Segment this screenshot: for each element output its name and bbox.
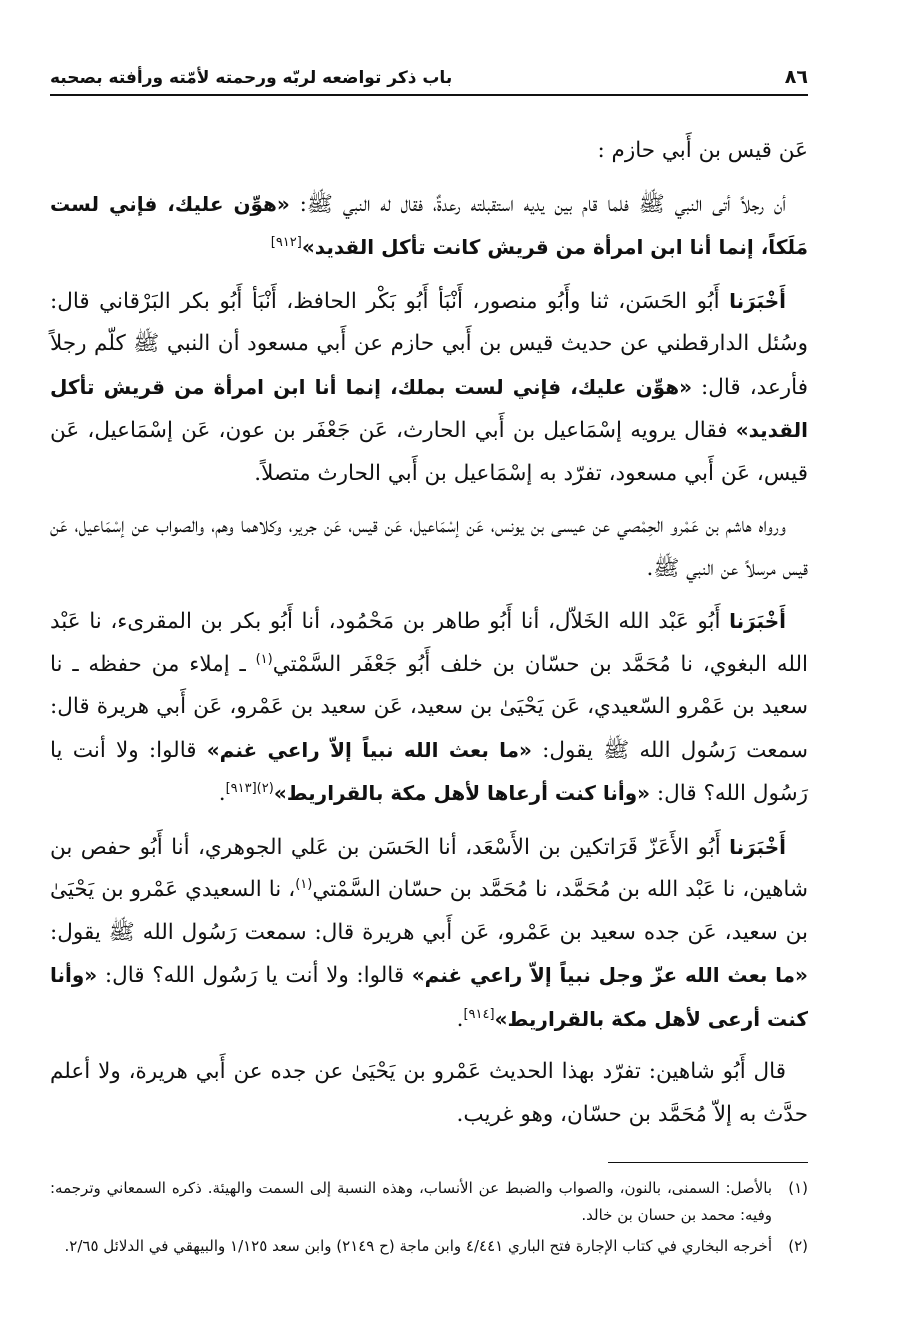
hadith-number: [٩١٢] — [270, 234, 302, 250]
akhbarana-keyword: أَخْبَرَنا — [729, 288, 786, 313]
narration-text: قالوا: ولا أنت يا رَسُول الله؟ قال: — [97, 963, 412, 988]
footnote-separator — [608, 1162, 808, 1163]
isnad-text-cont: ـ إملاء من حفظه ـ نا سعيد بن عَمْرو السّعيدي، عَن يَحْيَىٰ بن سعيد، عَن سعيد بن عَمْرو، عَن أَبي هريرة قال: سمعت رَسُول الله ﷺ يقول: — [50, 651, 809, 763]
footnote-number: (١) — [788, 1179, 808, 1197]
isnad-text: أَبُو الحَسَن، ثنا وأَبُو منصور، أَنْبَأ أَبُو بَكْر الحافظ، أَنْبَأ أَبُو بكر البَرْقاني قال: وسُئل الدارقطني عن حديث قيس بن أَبي حازم عن أَبي مسعود أن النبي ﷺ كلّم رجلاً فأرعد، قال: — [50, 288, 808, 400]
footnotes — [50, 1175, 808, 1260]
paragraph-ibn-shahin-comment: قال أَبُو شاهين: تفرّد بهذا الحديث عَمْرو بن يَحْيَىٰ عن جده عن أَبي هريرة، ولا أعلم حدَّث به إلاّ مُحَمَّد بن حسّان، وهو غريب. — [50, 1059, 808, 1127]
running-header — [50, 66, 808, 96]
paragraph-hadith-913 — [50, 600, 808, 816]
paragraph-isnad-opening: عَن قيس بن أَبي حازم : — [597, 138, 808, 163]
paragraph-daraqutni — [50, 280, 808, 496]
hadith-quote: «هوِّن عليك، فإني لست مَلَكاً، إنما أنا ابن امرأة من قريش كانت تأكل القديد» — [50, 191, 808, 259]
paragraph-hadith-914 — [50, 826, 808, 1042]
isnad-text: أَبُو الأَعَزّ قَرَاتكين بن الأَسْعَد، أنا الحَسَن بن عَلي الجوهري، أنا أَبُو حفص بن شاهين، نا عَبْد الله بن مُحَمَّد، نا مُحَمَّد بن حسّان السَّمْتي — [50, 834, 808, 902]
chapter-title: باب ذكر تواضعه لربّه ورحمته لأمّته ورأفته بصحبه — [50, 68, 453, 88]
hadith-quote-2: «وأنا كنت أرعى لأهل مكة بالقراريط» — [50, 963, 808, 1031]
footnote-number: (٢) — [788, 1237, 808, 1255]
footnote-1 — [50, 1175, 808, 1229]
narration-text: قالوا: ولا أنت يا رَسُول الله؟ قال: — [50, 737, 808, 806]
page-number: ٨٦ — [784, 66, 808, 88]
hadith-quote: «ما بعث الله عزّ وجل نبياً إلاّ راعي غنم» — [411, 963, 808, 987]
footnote-text: بالأصل: السمنى، بالنون، والصواب والضبط عن الأنساب، وهذه النسبة إلى السمت والهيئة. ذكره السمعاني وترجمه: وفيه: محمد بن حسان بن خالد. — [50, 1179, 772, 1224]
footnote-2 — [50, 1233, 808, 1260]
paragraph-hadith-912 — [50, 183, 808, 270]
hadith-quote: «ما بعث الله نبياً إلاّ راعي غنم» — [206, 737, 532, 762]
footnote-ref-2[interactable]: (٢)[٩١٣] — [225, 780, 274, 796]
period: . — [218, 781, 226, 806]
narration-text: أن رجلاً أتى النبي ﷺ فلما قام بين يديه استقبلته رعدةٌ، فقال له النبي ﷺ: — [289, 191, 786, 217]
main-text — [50, 130, 808, 1136]
paragraph-hashim-narration: ورواه هاشم بن عَمْرو الحِمْصي عن عيسى بن يونس، عَن إسْمَاعيل، عَن قيس، عَن جرير، وكلاهما وهم، والصواب عن إسْمَاعيل، عَن قيس مرسلاً عن النبي ﷺ. — [50, 513, 808, 581]
akhbarana-keyword: أَخْبَرَنا — [729, 609, 786, 633]
period: . — [456, 1006, 464, 1032]
footnote-ref-1[interactable]: (١) — [295, 876, 313, 892]
book-page — [50, 66, 808, 1264]
hadith-quote-2: «وأنا كنت أرعاها لأهل مكة بالقراريط» — [273, 781, 651, 805]
isnad-text: أَبُو عَبْد الله الخَلاّل، أنا أَبُو طاهر بن مَحْمُود، أنا أَبُو بكر بن المقرىء، نا عَبْد الله البغوي، نا مُحَمَّد بن حسّان بن خلف أَبُو جَعْفَر السَّمْتي — [50, 609, 808, 677]
footnote-ref-1[interactable]: (١) — [255, 651, 273, 667]
hadith-number: [٩١٤] — [463, 1006, 495, 1022]
footnote-text: أخرجه البخاري في كتاب الإجارة فتح الباري ٤/٤٤١ وابن ماجة (ح ٢١٤٩) وابن سعد ١/١٢٥ والبيهقي في الدلائل ٢/٦٥. — [64, 1237, 772, 1255]
akhbarana-keyword: أَخْبَرَنا — [729, 834, 786, 859]
hadith-quote: «هوِّن عليك، فإني لست بملك، إنما أنا ابن امرأة من قريش تأكل القديد» — [50, 374, 808, 442]
commentary-text: فقال يرويه إسْمَاعيل بن أَبي الحارث، عَن جَعْفَر بن عون، عَن إسْمَاعيل، عَن قيس، عَن أَبي مسعود، تفرّد به إسْمَاعيل بن أَبي الحارث متصلاً. — [50, 418, 808, 486]
isnad-text-cont: ، نا السعيدي عَمْرو بن يَحْيَىٰ بن سعيد، عَن جده سعيد بن عَمْرو، عَن أَبي هريرة قال: سمعت رَسُول الله ﷺ يقول: — [50, 877, 808, 945]
